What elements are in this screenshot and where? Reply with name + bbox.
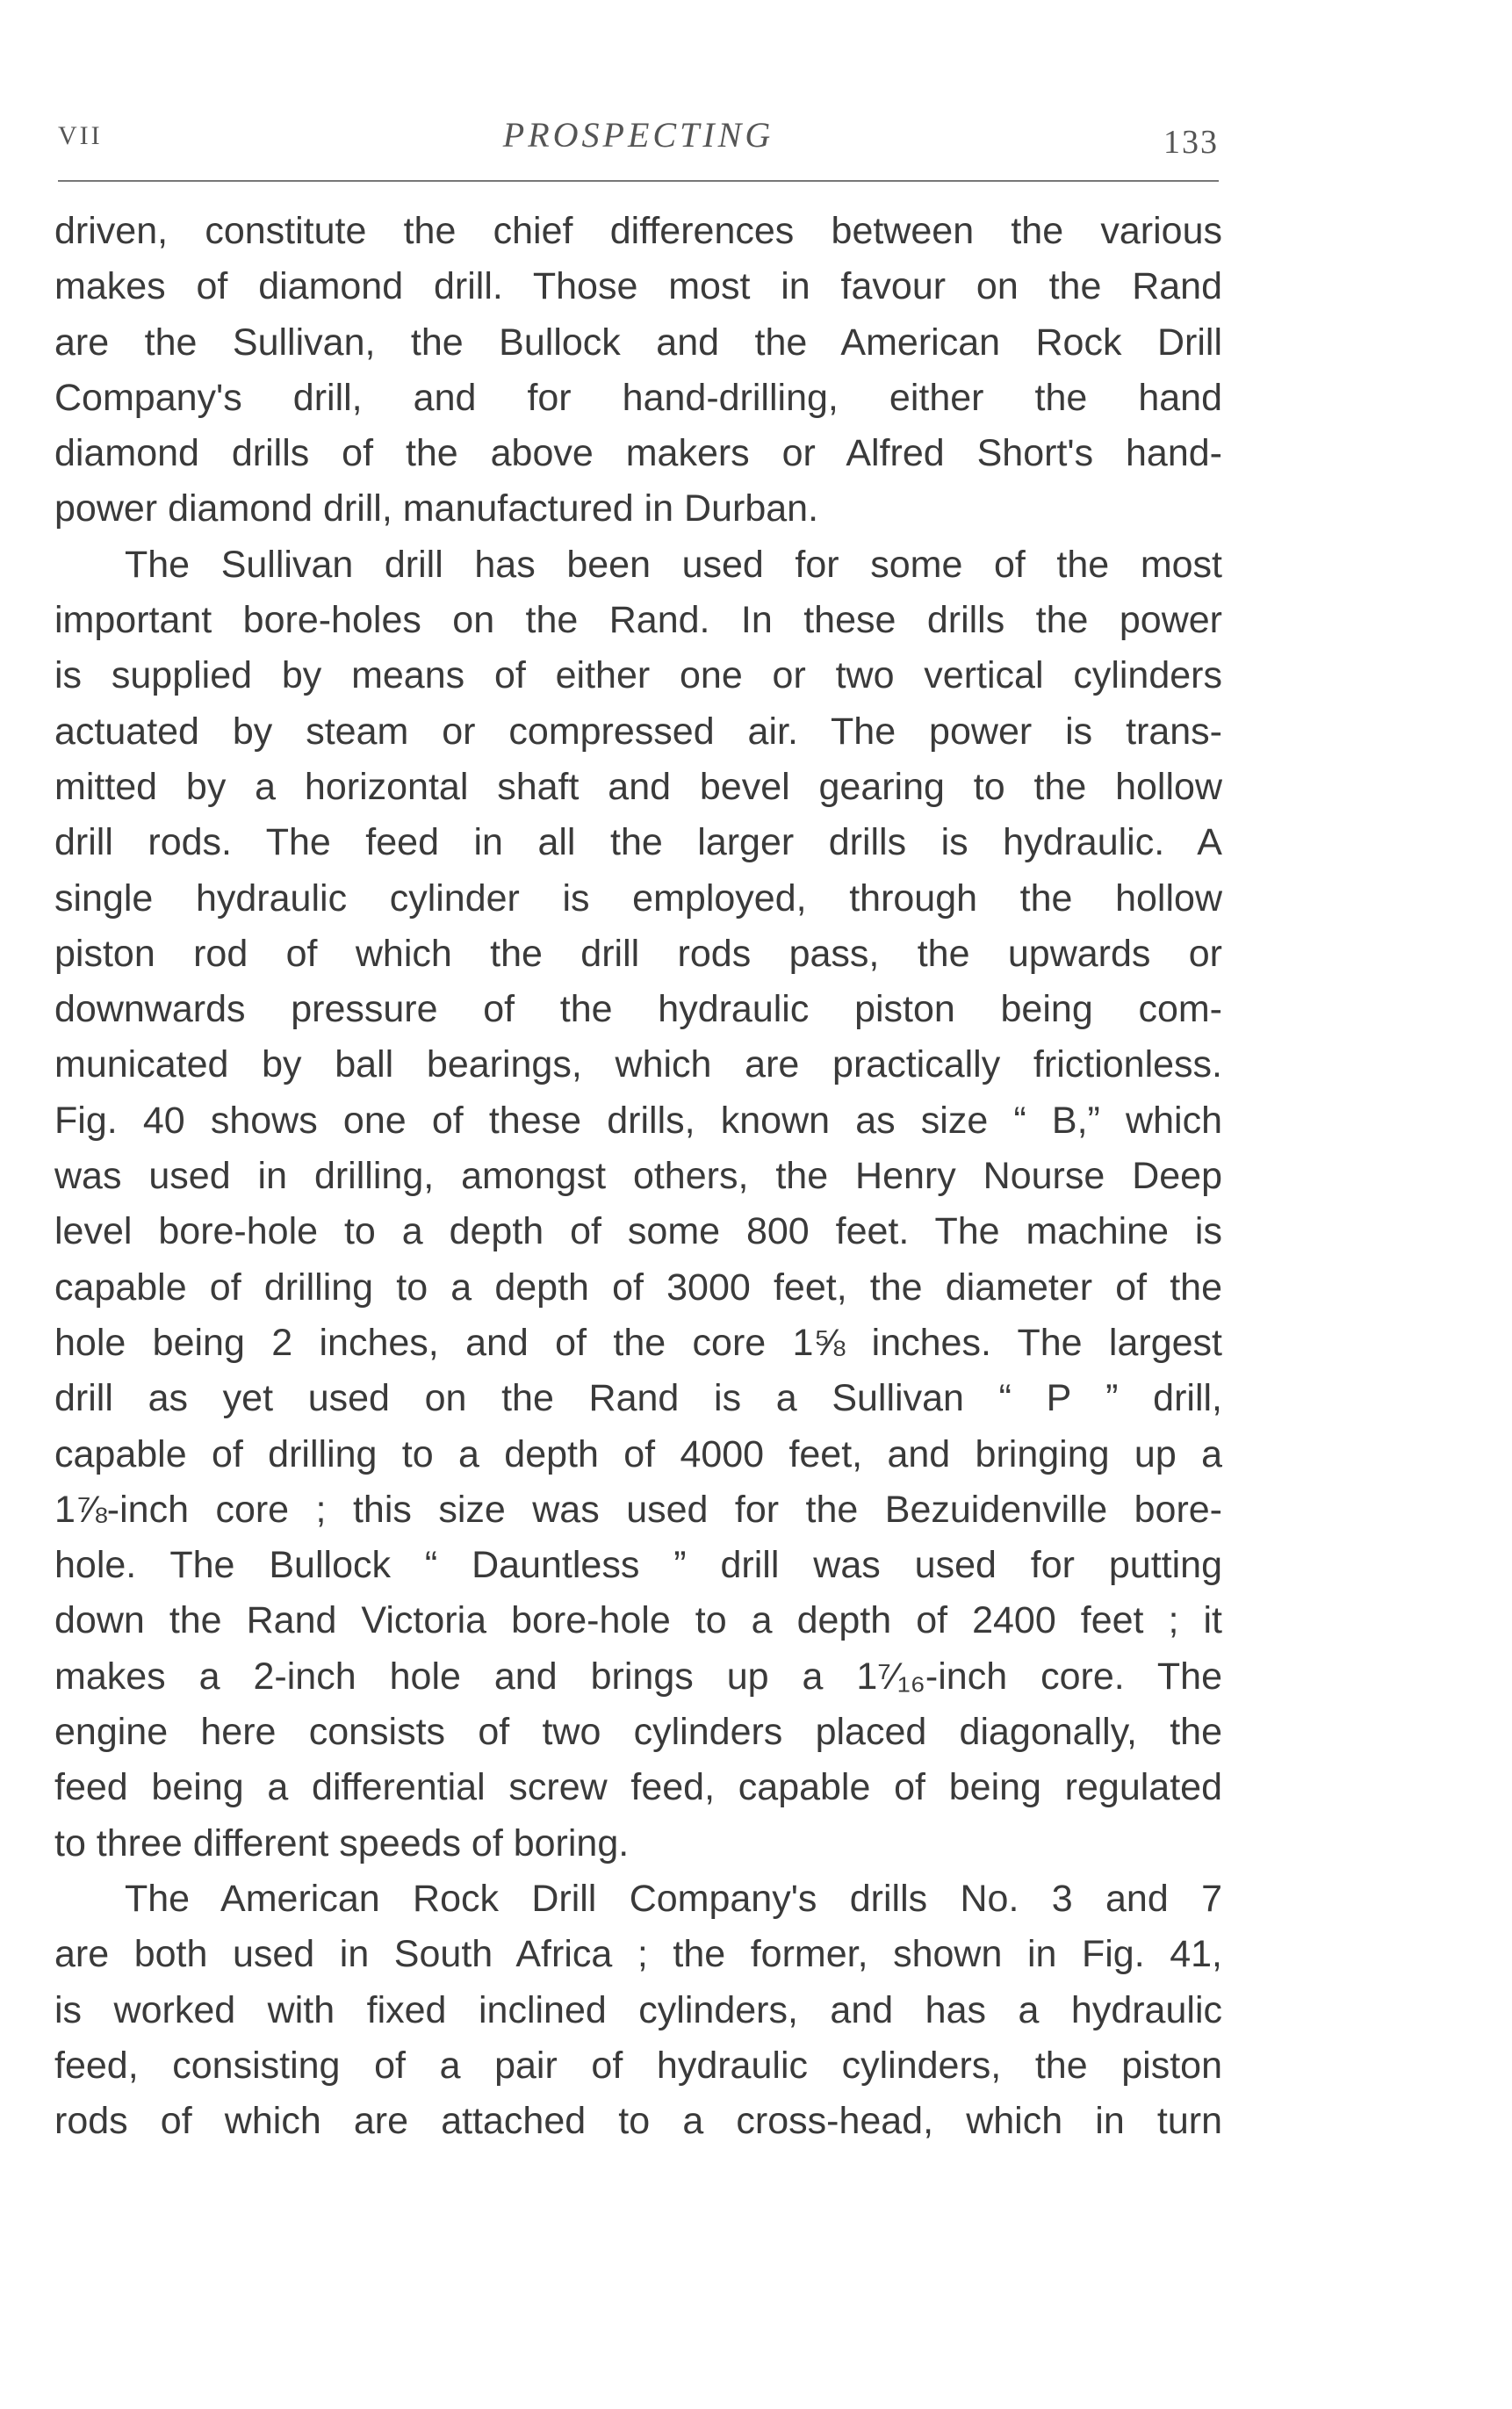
text-line: downwards pressure of the hydraulic piston being com- bbox=[54, 988, 1222, 1031]
text-line: hole. The Bullock “ Dauntless ” drill was used for putting bbox=[54, 1544, 1222, 1587]
text-line: level bore-hole to a depth of some 800 feet. The machine is bbox=[54, 1210, 1222, 1253]
text-line: is supplied by means of either one or two vertical cylinders bbox=[54, 654, 1222, 697]
text-line: diamond drills of the above makers or Alfred Short's hand- bbox=[54, 432, 1222, 475]
text-line: municated by ball bearings, which are practically frictionless. bbox=[54, 1043, 1222, 1086]
text-line: makes a 2-inch hole and brings up a 1⁷⁄₁₆-inch core. The bbox=[54, 1655, 1222, 1698]
text-line: The American Rock Drill Company's drills No. 3 and 7 bbox=[125, 1877, 1222, 1920]
text-line: capable of drilling to a depth of 3000 feet, the diameter of the bbox=[54, 1266, 1222, 1309]
text-line: mitted by a horizontal shaft and bevel gearing to the hollow bbox=[54, 765, 1222, 808]
text-line: to three different speeds of boring. bbox=[54, 1821, 630, 1864]
text-line: piston rod of which the drill rods pass, the upwards or bbox=[54, 932, 1222, 975]
running-title: PROSPECTING bbox=[502, 115, 774, 155]
text-line: engine here consists of two cylinders placed diagonally, the bbox=[54, 1711, 1222, 1754]
text-line: hole being 2 inches, and of the core 1⅝ inches. The largest bbox=[54, 1321, 1222, 1364]
chapter-numeral: VII bbox=[58, 121, 103, 150]
text-line: The Sullivan drill has been used for some of the most bbox=[125, 543, 1222, 586]
text-line: single hydraulic cylinder is employed, through the hollow bbox=[54, 876, 1222, 920]
text-line: feed being a differential screw feed, capable of being regulated bbox=[54, 1766, 1222, 1809]
text-line: are both used in South Africa ; the former, shown in Fig. 41, bbox=[54, 1933, 1222, 1976]
text-line: was used in drilling, amongst others, the Henry Nourse Deep bbox=[54, 1155, 1222, 1198]
text-line: power diamond drill, manufactured in Durban. bbox=[54, 487, 819, 530]
page-number: 133 bbox=[1163, 124, 1219, 161]
text-line: important bore-holes on the Rand. In these drills the power bbox=[54, 599, 1222, 642]
text-line: Fig. 40 shows one of these drills, known as size “ B,” which bbox=[54, 1099, 1222, 1142]
text-line: feed, consisting of a pair of hydraulic cylinders, the piston bbox=[54, 2044, 1222, 2087]
text-line: drill as yet used on the Rand is a Sullivan “ P ” drill, bbox=[54, 1377, 1222, 1420]
text-line: rods of which are attached to a cross-head, which in turn bbox=[54, 2100, 1222, 2143]
header-rule bbox=[58, 180, 1219, 182]
text-line: makes of diamond drill. Those most in favour on the Rand bbox=[54, 265, 1222, 308]
text-line: 1⅞-inch core ; this size was used for the Bezuidenville bore- bbox=[54, 1488, 1222, 1531]
text-line: capable of drilling to a depth of 4000 feet, and bringing up a bbox=[54, 1432, 1222, 1475]
text-line: driven, constitute the chief differences between the various bbox=[54, 210, 1222, 252]
running-head bbox=[58, 114, 1219, 167]
text-line: is worked with fixed inclined cylinders, and has a hydraulic bbox=[54, 1988, 1222, 2031]
text-line: actuated by steam or compressed air. The power is trans- bbox=[54, 710, 1222, 753]
text-line: drill rods. The feed in all the larger drills is hydraulic. A bbox=[54, 821, 1222, 864]
body-text bbox=[54, 204, 1222, 2149]
text-line: Company's drill, and for hand-drilling, either the hand bbox=[54, 376, 1222, 419]
text-line: down the Rand Victoria bore-hole to a depth of 2400 feet ; it bbox=[54, 1599, 1222, 1642]
text-line: are the Sullivan, the Bullock and the American Rock Drill bbox=[54, 321, 1222, 364]
